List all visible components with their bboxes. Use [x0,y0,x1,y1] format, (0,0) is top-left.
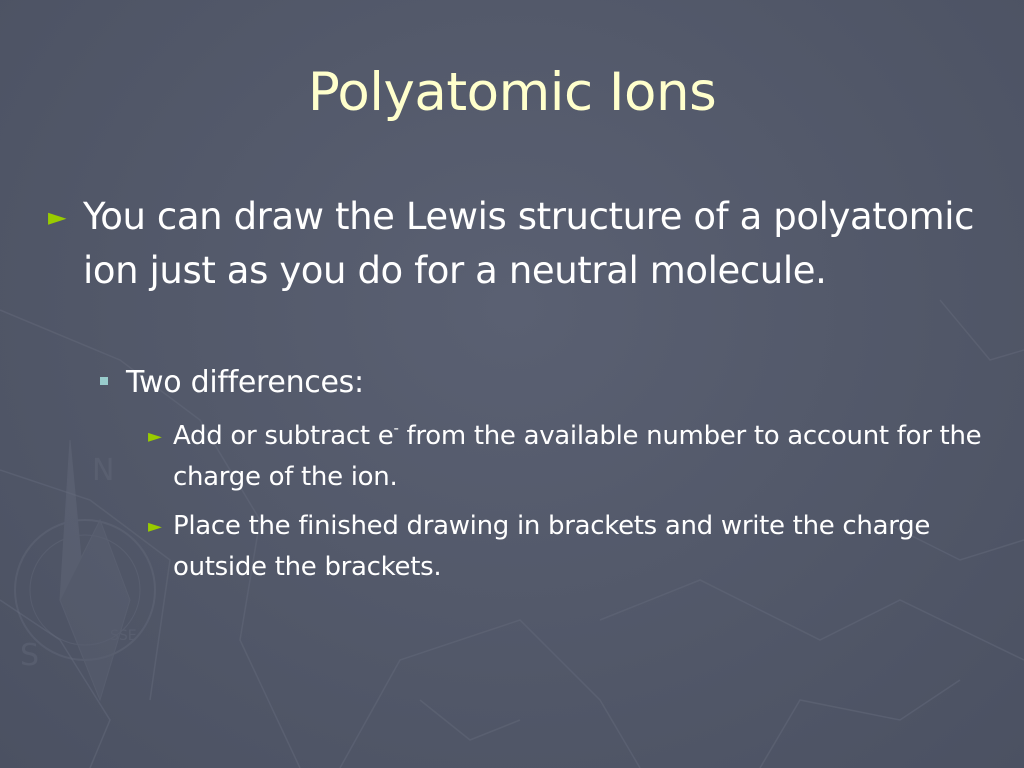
bullet-level-3 [148,416,988,498]
bullet-level-3 [148,506,988,588]
arrow-bullet-icon: ► [48,203,67,231]
electron-charge-superscript: - [393,419,399,437]
bullet-level-1 [48,190,978,298]
svg-text:SSE: SSE [110,628,137,644]
bullet-text-start: Add or subtract e [173,421,394,451]
svg-text:S: S [20,638,40,673]
bullet-text-end: from the available number to account for the charge of the ion. [173,421,982,492]
svg-text:N: N [92,453,115,488]
bullet-text: Two differences: [126,365,364,400]
bullet-text: Place the finished drawing in brackets and write the charge outside the brackets. [173,511,931,582]
arrow-bullet-icon: ► [148,516,162,537]
slide-title: Polyatomic Ions [307,62,717,123]
arrow-bullet-icon: ► [148,426,162,447]
bullet-level-2 [100,363,980,403]
square-bullet-icon [100,363,126,403]
bullet-text [173,416,988,498]
bullet-text: You can draw the Lewis structure of a polyatomic ion just as you do for a neutral molecule. [83,195,975,292]
